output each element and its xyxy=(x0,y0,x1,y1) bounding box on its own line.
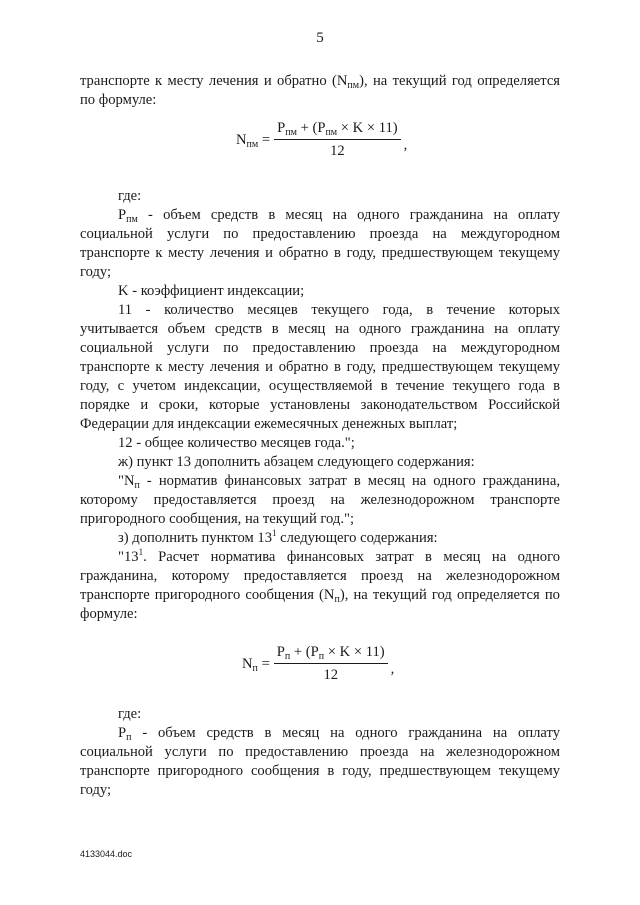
page-number: 5 xyxy=(316,30,324,46)
formula-fraction: $\frac{P_{пм} + (P_{пм} \times K \times 11)}{12}$ xyxy=(274,120,401,160)
definition-pp: $P_п$ - объем средств в месяц на одного гражданина на оплату социальной услуги по предоставлению проезда на железнодорожном транспорте пригородного сообщения в году, предшествующем текущему году; xyxy=(80,725,560,798)
formula-fraction: $\frac{P_п + (P_п \times K \times 11)}{12}$ xyxy=(274,644,388,684)
file-name-footer: 4133044.doc xyxy=(80,849,133,859)
definition-12: 12 - общее количество месяцев года."; xyxy=(118,435,355,451)
definitions-block-2 xyxy=(80,705,560,800)
intro-paragraph: транспорте к месту лечения и обратно $(N_{пм})$, на текущий год определяется по формуле: xyxy=(80,73,561,108)
item-zh: ж) пункт 13 дополнить абзацем следующего содержания: xyxy=(118,454,475,470)
definition-np: "$N_п$ - норматив финансовых затрат в месяц на одного гражданина, которому предоставляется проезд на железнодорожном транспорте пригородного сообщения, на текущий год."; xyxy=(80,473,560,527)
paragraph-13-1: "$13^1$. Расчет норматива финансовых затрат в месяц на одного гражданина, которому предоставляется проезд на железнодорожном транспорте пригородного сообщения $(N_п)$, на текущий год определяется по формуле: xyxy=(80,547,560,622)
where-label: где: xyxy=(118,188,142,204)
where-label: где: xyxy=(118,706,142,722)
definitions-block-1 xyxy=(80,187,560,624)
definition-11: 11 - количество месяцев текущего года, в течение которых учитывается объем средств в месяц на одного гражданина на оплату социальной услуги по предоставлению проезда на междугородном транспорте к месту лечения и обратно в году, предшествующем текущему году, с учетом индексации, осуществляемой в течение текущего года в порядке и сроки, которые установлены законодательством Российской Федерации для индексации ежемесячных денежных выплат; xyxy=(80,302,560,432)
definition-k: K - коэффициент индексации; xyxy=(118,283,305,299)
item-z: з) дополнить пунктом $13^1$ следующего содержания: xyxy=(118,528,438,546)
formula-np: $N_п$ = $\frac{P_п + (P_п \times K \times 11)}{12}$ , xyxy=(242,644,395,683)
formula-npm: $N_{пм}$ = $\frac{P_{пм} + (P_{пм} \times K \times 11)}{12}$ , xyxy=(236,120,408,159)
definition-ppm: $P_{пм}$ - объем средств в месяц на одного гражданина на оплату социальной услуги по предоставлению проезда на междугородном транспорте к месту лечения и обратно в году, предшествующем текущему году; xyxy=(80,207,560,280)
